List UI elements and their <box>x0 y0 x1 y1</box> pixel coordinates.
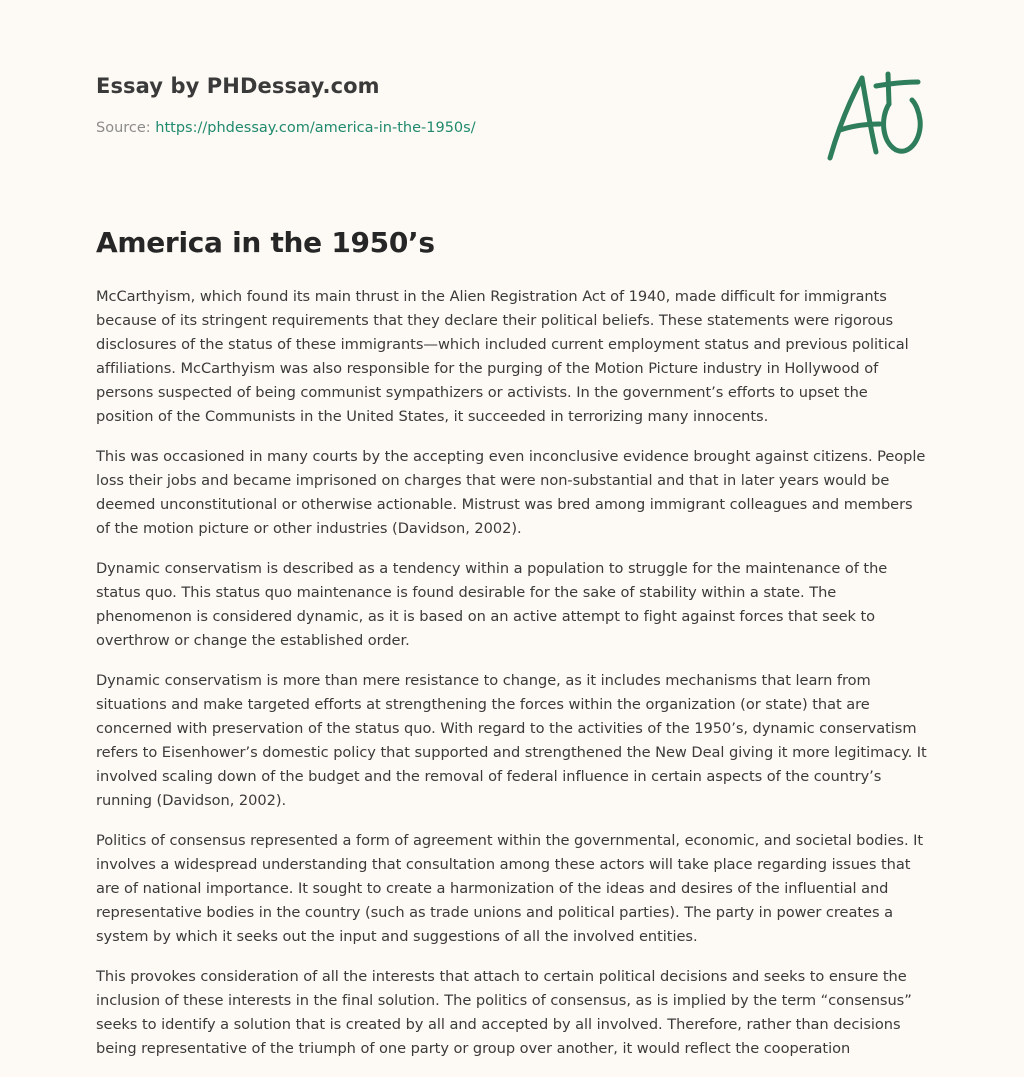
source-link[interactable]: https://phdessay.com/america-in-the-1950s/ <box>155 120 476 136</box>
source-line <box>96 120 796 136</box>
paragraph-6: This provokes consideration of all the interests that attach to certain political decisions and seeks to ensure the inclusion of these interests in the final solution. The politics of consensus, as is implied by the term “consensus” seeks to identify a solution that is created by all and accepted by all involved. Therefore, rather than decisions being representative of the triumph of one party or group over another, it would reflect the cooperation <box>96 968 912 1057</box>
essay-title: America in the 1950’s <box>96 226 435 259</box>
essay-body <box>96 285 928 1077</box>
paragraph-5: Politics of consensus represented a form of agreement within the governmental, economic, and societal bodies. It involves a widespread understanding that consultation among these actors will take place regarding issues that are of national importance. It sought to create a harmonization of the ideas and desires of the influential and representative bodies in the country (such as trade unions and political parties). The party in power creates a system by which it seeks out the input and suggestions of all the involved entities. <box>96 832 924 945</box>
paragraph-4: Dynamic conservatism is more than mere resistance to change, as it includes mechanisms that learn from situations and make targeted efforts at strengthening the forces within the organization (or state) that are concerned with preservation of the status quo. With regard to the activities of the 1950’s, dynamic conservatism refers to Eisenhower’s domestic policy that supported and strengthened the New Deal giving it more legitimacy. It involved scaling down of the budget and the removal of federal influence in certain aspects of the country’s running (Davidson, 2002). <box>96 672 927 809</box>
paragraph-1: McCarthyism, which found its main thrust in the Alien Registration Act of 1940, made difficult for immigrants because of its stringent requirements that they declare their political beliefs. These statements were rigorous disclosures of the status of these immigrants—which included current employment status and previous political affiliations. McCarthyism was also responsible for the purging of the Motion Picture industry in Hollywood of persons suspected of being communist sympathizers or activists. In the government’s efforts to upset the position of the Communists in the United States, it succeeded in terrorizing many innocents. <box>96 288 909 425</box>
paragraph-2: This was occasioned in many courts by the accepting even inconclusive evidence brought against citizens. People loss their jobs and became imprisoned on charges that were non-substantial and that in later years would be deemed unconstitutional or otherwise actionable. Mistrust was bred among immigrant colleagues and members of the motion picture or other industries (Davidson, 2002). <box>96 448 926 537</box>
source-label: Source: <box>96 120 151 136</box>
page-header <box>96 74 796 136</box>
a-plus-logo-icon <box>822 68 932 164</box>
brand-title: Essay by PHDessay.com <box>96 74 380 98</box>
paragraph-3: Dynamic conservatism is described as a tendency within a population to struggle for the maintenance of the status quo. This status quo maintenance is found desirable for the sake of stability within a state. The phenomenon is considered dynamic, as it is based on an active attempt to fight against forces that seek to overthrow or change the established order. <box>96 560 888 649</box>
